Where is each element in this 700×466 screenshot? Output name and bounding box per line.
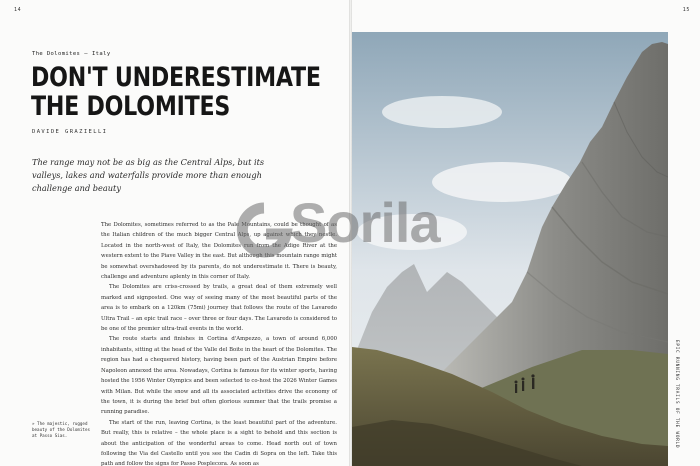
body-paragraph: The Dolomites are criss-crossed by trails, a great deal of them extremely well marked and signposted. One way of seeing many of the most beautiful parts of the area is to embark on a 120km (75mi) journey that follows the route of the Lavaredo Ultra Trail – an epic trail race – over three or four days. The Lavaredo is considered to be one of the premier ultra-trail events in the world. [101,284,337,333]
article-headline [31,62,321,122]
body-paragraph: The Dolomites, sometimes referred to as the Pale Mountains, could be thought of as the Italian children of the much bigger Central Alps, up against which they nestle. Located in the north-west of Italy, the Dolomites run from the Adige River at the western extent to the Piave Valley in the east. But although this mountain range might be somewhat overshadowed by its parents, do not underestimate it. There is beauty, challenge and adventure aplenty in this corner of Italy. [101,222,337,281]
section-kicker [32,51,111,57]
kicker-region: The Dolomites [32,51,81,57]
standfirst: The range may not be as big as the Central Alps, but its valleys, lakes and waterfalls provide more than enough challenge and beauty [32,157,265,193]
author-byline: DAVIDE GRAZIELLI [32,129,108,135]
photo-caption: » The majestic, rugged beauty of the Dolomites at Passo Sias. [32,421,90,438]
right-page-number: 15 [682,7,690,13]
running-footer: EPIC RUNNING TRAILS OF THE WORLD [674,340,679,449]
headline-line-2: THE DOLOMITES [31,91,231,122]
kicker-separator: — [84,51,88,57]
kicker-country: Italy [91,51,111,57]
headline-line-1: DON'T UNDERESTIMATE [31,62,321,93]
left-page-number: 14 [14,7,22,13]
watermark-text: Sorila [290,191,440,254]
body-paragraph: The route starts and finishes in Cortina d'Ampezzo, a town of around 6,000 inhabitants, sitting at the head of the Valle del Boite in the heart of the Dolomites. The region has had a chequered history, having been part of the Austrian Empire before Napoleon annexed the area. Nowadays, Cortina is famous for its winter sports, having hosted the 1956 Winter Olympics and been selected to co-host the 2026 Winter Games with Milan. But while the snow and all its associated activities drive the economy of the town, it is during the brief but often glorious summer that the trails promise a running paradise. [101,336,337,416]
body-paragraph: The start of the run, leaving Cortina, is the least beautiful part of the adventure. But really, this is relative – the whole place is a sight to behold and this section is about the anticipation of the wonderful areas to come. Head north out of town following the Via del Castello until you see the Cadin di Sopra on the left. Take this path and follow the signs for Passo Posplecora. As soon as [101,419,337,466]
